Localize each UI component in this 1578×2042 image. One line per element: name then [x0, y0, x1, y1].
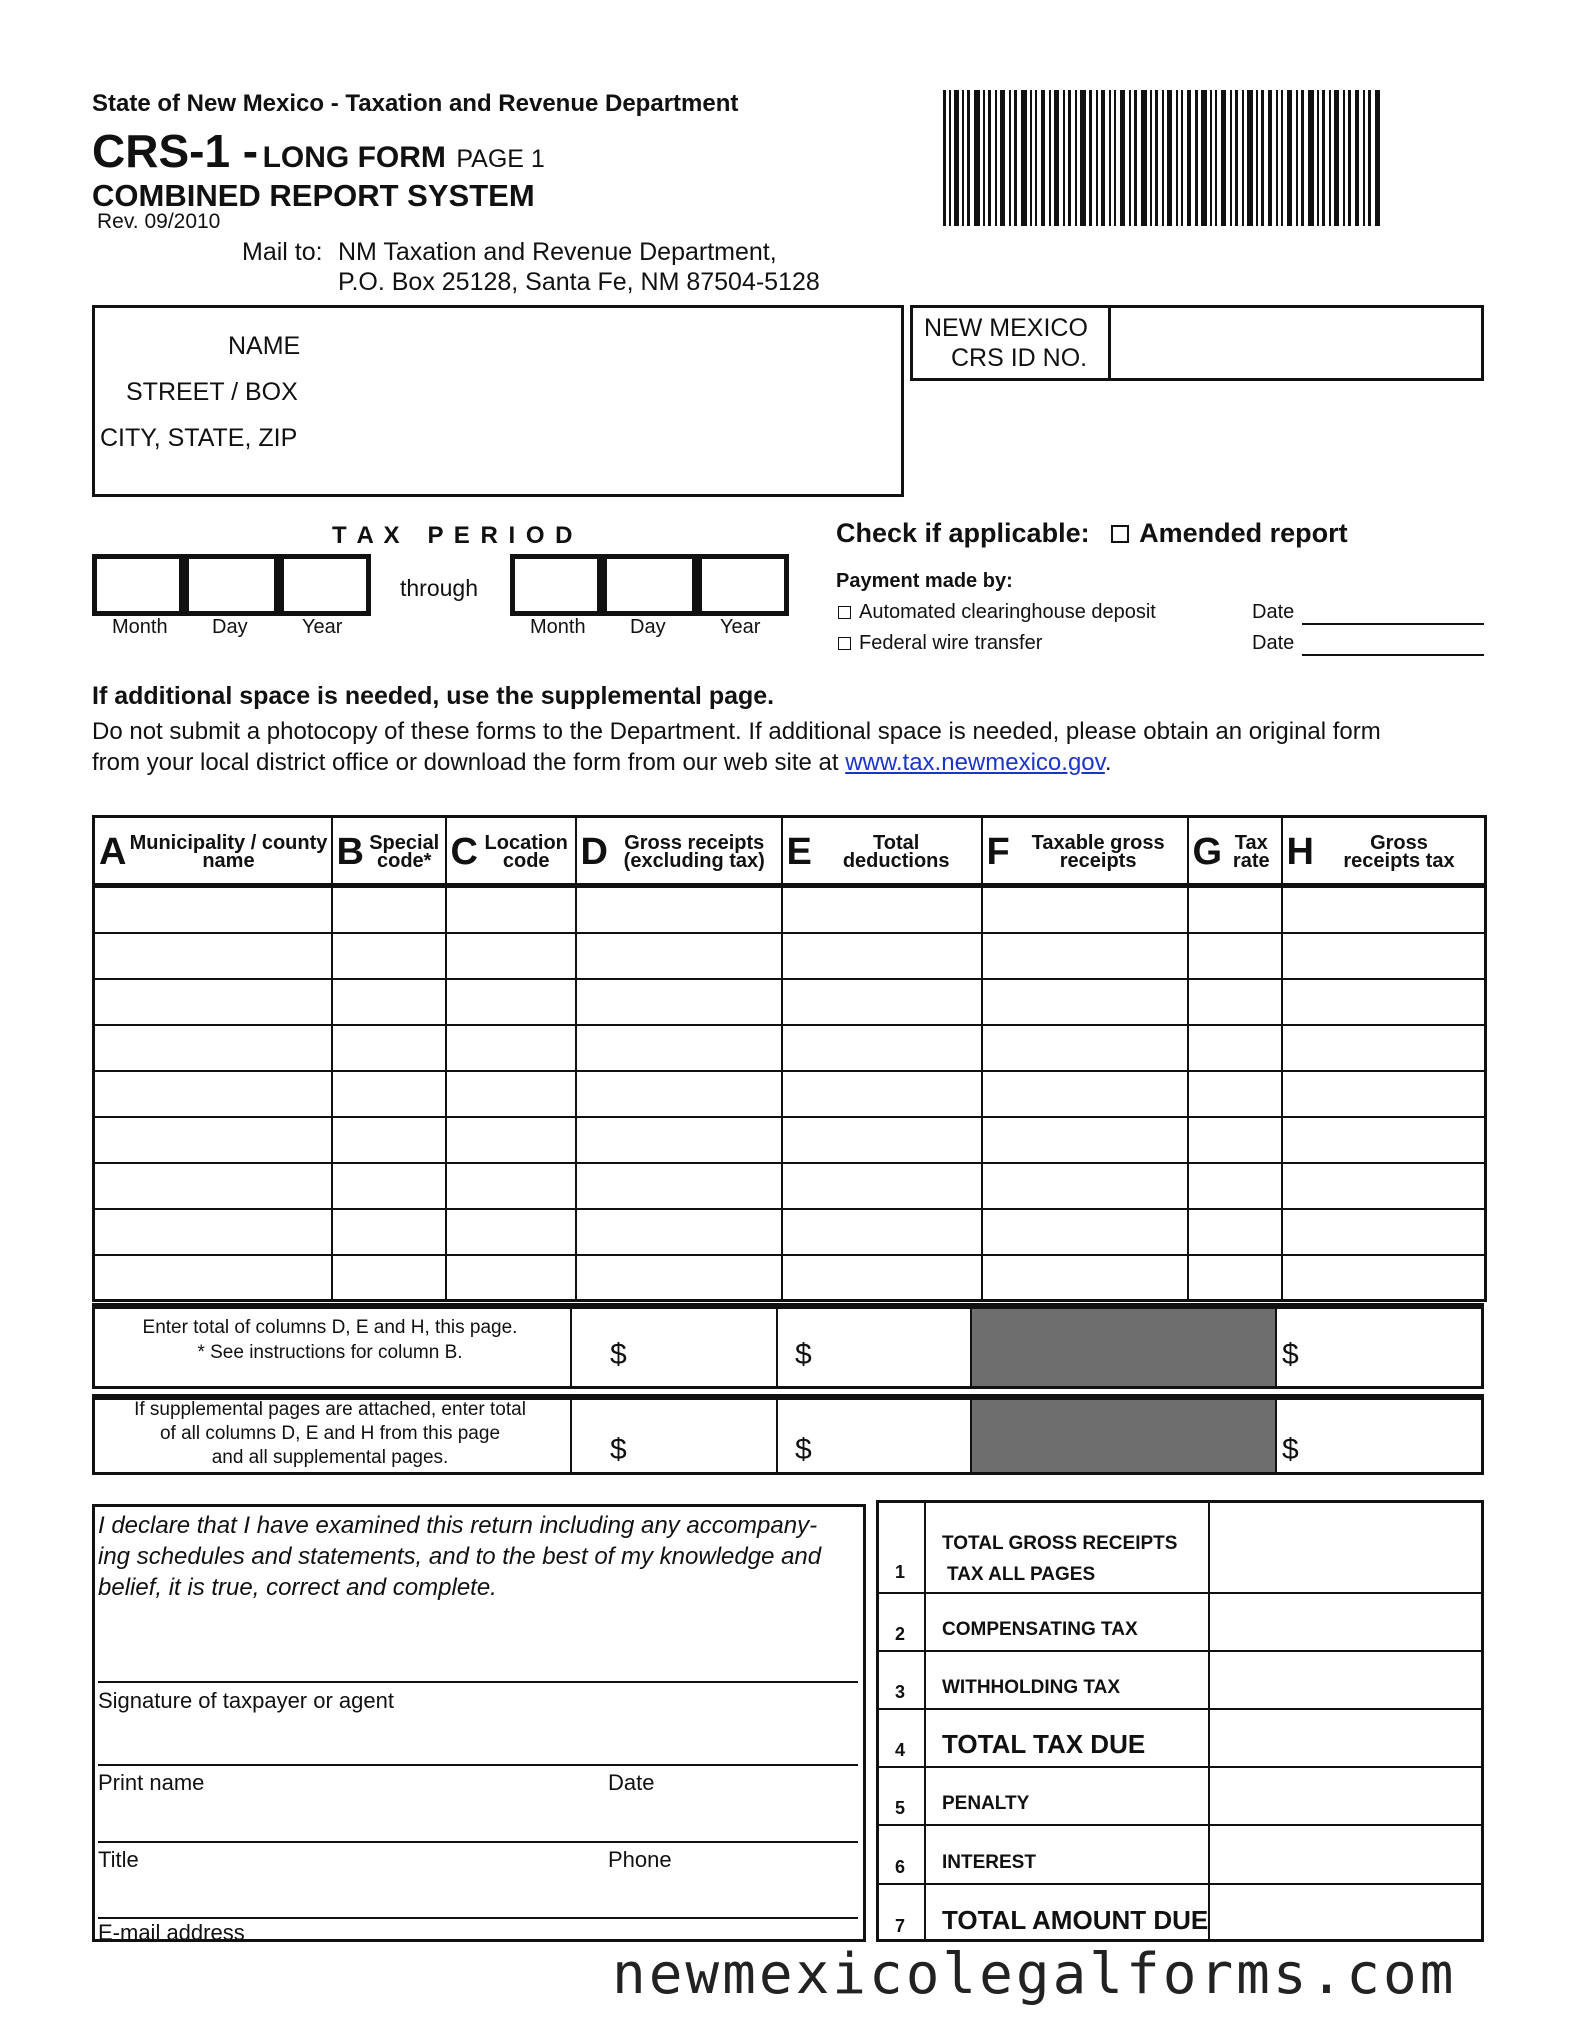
start-month-label: Month — [112, 616, 168, 638]
crs-id-input[interactable] — [1114, 310, 1478, 376]
signature-label: Signature of taxpayer or agent — [98, 1688, 394, 1713]
end-month-label: Month — [530, 616, 586, 638]
summary-row-rule — [876, 1592, 1484, 1594]
table-cell[interactable] — [332, 887, 446, 933]
ach-checkbox[interactable] — [838, 606, 851, 619]
tax-period-title: T A X P E R I O D — [332, 522, 575, 549]
declaration-line-1: I declare that I have examined this return including any accompany- — [98, 1512, 818, 1539]
table-cell[interactable] — [576, 1209, 782, 1255]
col-e-letter: E — [786, 830, 812, 873]
period-end-year[interactable] — [697, 554, 789, 616]
table-cell[interactable] — [782, 1071, 982, 1117]
col-e-header — [782, 817, 982, 887]
table-cell[interactable] — [1282, 1025, 1486, 1071]
table-cell[interactable] — [1282, 979, 1486, 1025]
table-cell[interactable] — [446, 1071, 576, 1117]
withholding-tax-value[interactable] — [1212, 1654, 1480, 1704]
period-start-month[interactable] — [92, 554, 184, 616]
table-cell[interactable] — [1282, 1071, 1486, 1117]
col-e-label-1: Total — [873, 831, 920, 854]
phone-label: Phone — [608, 1847, 672, 1872]
summary-line-number: 4 — [894, 1740, 905, 1760]
column-header-row — [94, 817, 1486, 887]
photocopy-note-2 — [92, 749, 1112, 777]
summary-line-number: 2 — [894, 1624, 905, 1644]
ach-date-line[interactable] — [1302, 623, 1484, 625]
table-cell[interactable] — [94, 933, 332, 979]
col-h-header — [1282, 817, 1486, 887]
table-cell[interactable] — [982, 1117, 1188, 1163]
total-amount-due-value[interactable] — [1212, 1887, 1480, 1938]
table-cell[interactable] — [94, 1209, 332, 1255]
mail-to-line2: P.O. Box 25128, Santa Fe, NM 87504-5128 — [338, 268, 820, 296]
page-total-shaded-cell — [972, 1309, 1275, 1386]
table-cell[interactable] — [1282, 1255, 1486, 1301]
summary-line-number: 1 — [894, 1562, 905, 1582]
title-line[interactable] — [98, 1841, 858, 1843]
col-h-label-2: receipts tax — [1343, 849, 1455, 872]
page-total-div-1 — [570, 1303, 572, 1389]
table-cell[interactable] — [332, 1025, 446, 1071]
col-a-letter: A — [99, 830, 127, 873]
table-cell[interactable] — [94, 1255, 332, 1301]
compensating-tax-label: COMPENSATING TAX — [942, 1619, 1138, 1640]
table-cell[interactable] — [1188, 1255, 1282, 1301]
col-g-header — [1188, 817, 1282, 887]
table-cell[interactable] — [782, 979, 982, 1025]
supp-total-d-dollar[interactable]: $ — [610, 1433, 627, 1466]
photocopy-note-text: from your local district office or download the form from our web site at — [92, 749, 846, 776]
crs-id-divider — [1108, 305, 1111, 381]
table-cell[interactable] — [576, 1117, 782, 1163]
table-cell[interactable] — [446, 887, 576, 933]
revision-date: Rev. 09/2010 — [97, 210, 221, 233]
col-d-label-2: (excluding tax) — [623, 849, 765, 872]
amended-report-label: Amended report — [1139, 518, 1348, 548]
table-cell[interactable] — [782, 1209, 982, 1255]
col-c-label-2: code — [502, 849, 550, 872]
ach-option[interactable] — [838, 601, 1156, 624]
table-cell[interactable] — [332, 1255, 446, 1301]
table-cell[interactable] — [982, 1209, 1188, 1255]
table-row — [94, 933, 1486, 979]
supp-total-div-1 — [570, 1394, 572, 1475]
table-row — [94, 1071, 1486, 1117]
city-state-zip-label: CITY, STATE, ZIP — [100, 424, 298, 452]
supp-total-h-dollar[interactable]: $ — [1282, 1433, 1299, 1466]
table-cell[interactable] — [446, 933, 576, 979]
summary-num-divider — [924, 1500, 926, 1942]
supp-total-div-4 — [1275, 1394, 1277, 1475]
header-thick-rule — [92, 883, 1484, 888]
title-label: Title — [98, 1847, 139, 1872]
col-h-letter: H — [1286, 830, 1314, 873]
table-cell[interactable] — [782, 887, 982, 933]
col-d-label-1: Gross receipts — [624, 831, 765, 854]
agency-name: State of New Mexico - Taxation and Revenue Department — [92, 90, 739, 117]
col-d-letter: D — [580, 830, 608, 873]
table-cell[interactable] — [94, 887, 332, 933]
page-total-text-1: Enter total of columns D, E and H, this page. — [142, 1317, 518, 1338]
form-code: CRS-1 - — [92, 125, 259, 177]
table-cell[interactable] — [982, 933, 1188, 979]
col-c-letter: C — [450, 830, 478, 873]
print-name-label: Print name — [98, 1770, 205, 1795]
wire-label: Federal wire transfer — [859, 632, 1043, 654]
total-tax-due-value[interactable] — [1212, 1712, 1480, 1762]
form-heading — [92, 124, 545, 178]
amended-report-option[interactable] — [1111, 518, 1348, 548]
table-cell[interactable] — [1282, 1117, 1486, 1163]
name-label: NAME — [228, 332, 301, 360]
table-cell[interactable] — [332, 1117, 446, 1163]
table-cell[interactable] — [576, 933, 782, 979]
summary-row-rule — [876, 1708, 1484, 1710]
print-name-line[interactable] — [98, 1764, 858, 1766]
period-start-year[interactable] — [279, 554, 371, 616]
wire-option[interactable] — [838, 632, 1042, 655]
supp-total-shaded-cell — [972, 1400, 1275, 1472]
table-cell[interactable] — [782, 1255, 982, 1301]
photocopy-note-1: Do not submit a photocopy of these forms to the Department. If additional space is needed, please obtain an original form — [92, 718, 1381, 745]
table-cell[interactable] — [782, 933, 982, 979]
interest-value[interactable] — [1212, 1828, 1480, 1879]
supp-total-text-2: of all columns D, E and H from this page — [159, 1423, 501, 1444]
wire-checkbox[interactable] — [838, 637, 851, 650]
table-cell[interactable] — [1188, 1117, 1282, 1163]
table-cell[interactable] — [94, 1163, 332, 1209]
table-cell[interactable] — [1188, 1163, 1282, 1209]
page-total-e-dollar[interactable]: $ — [795, 1338, 812, 1371]
table-cell[interactable] — [1188, 979, 1282, 1025]
table-cell[interactable] — [1188, 933, 1282, 979]
table-cell[interactable] — [94, 1025, 332, 1071]
total-amount-due-label: TOTAL AMOUNT DUE — [942, 1905, 1209, 1935]
withholding-tax-label: WITHHOLDING TAX — [942, 1677, 1121, 1698]
mail-to-label: Mail to: — [242, 238, 323, 266]
supplemental-total-label — [100, 1398, 560, 1470]
photocopy-note-period: . — [1104, 749, 1112, 776]
check-if-applicable — [836, 518, 1348, 549]
through-label: through — [400, 575, 479, 601]
wire-date-label: Date — [1252, 632, 1295, 654]
entry-rows — [94, 887, 1486, 1301]
table-row — [94, 1117, 1486, 1163]
end-day-label: Day — [630, 616, 666, 638]
barcode — [943, 90, 1383, 226]
col-g-letter: G — [1192, 830, 1223, 873]
table-row — [94, 1163, 1486, 1209]
amended-report-checkbox[interactable] — [1111, 525, 1129, 543]
compensating-tax-value[interactable] — [1212, 1596, 1480, 1646]
interest-label: INTEREST — [942, 1852, 1036, 1873]
supp-total-e-dollar[interactable]: $ — [795, 1433, 812, 1466]
supp-total-text-1: If supplemental pages are attached, enter total — [134, 1399, 526, 1420]
wire-date-line[interactable] — [1302, 654, 1484, 656]
table-cell[interactable] — [446, 1209, 576, 1255]
table-row — [94, 1209, 1486, 1255]
col-c-header — [446, 817, 576, 887]
check-applicable-label: Check if applicable: — [836, 518, 1090, 548]
end-year-label: Year — [720, 616, 761, 638]
table-cell[interactable] — [446, 1117, 576, 1163]
signature-line[interactable] — [98, 1681, 858, 1683]
table-cell[interactable] — [1282, 887, 1486, 933]
page-total-div-2 — [776, 1303, 778, 1389]
email-label: E-mail address — [98, 1920, 245, 1945]
table-cell[interactable] — [94, 1117, 332, 1163]
table-cell[interactable] — [1188, 1025, 1282, 1071]
table-cell[interactable] — [982, 1163, 1188, 1209]
table-cell[interactable] — [446, 1163, 576, 1209]
declaration-text — [98, 1510, 868, 1603]
table-cell[interactable] — [332, 933, 446, 979]
penalty-label: PENALTY — [942, 1793, 1030, 1814]
table-cell[interactable] — [332, 1071, 446, 1117]
page-total-div-4 — [1275, 1303, 1277, 1389]
table-cell[interactable] — [94, 979, 332, 1025]
summary-label-line-1: TOTAL GROSS RECEIPTS — [942, 1533, 1178, 1554]
table-cell[interactable] — [446, 1025, 576, 1071]
total-gross-receipts-value[interactable] — [1212, 1504, 1480, 1588]
summary-line-number: 3 — [894, 1682, 905, 1702]
ach-date-label: Date — [1252, 601, 1295, 623]
start-year-label: Year — [302, 616, 343, 638]
period-start-day[interactable] — [184, 554, 279, 616]
table-cell[interactable] — [1282, 933, 1486, 979]
page-total-text-2: * See instructions for column B. — [197, 1342, 463, 1363]
table-cell[interactable] — [982, 979, 1188, 1025]
col-g-label-1: Tax — [1234, 831, 1268, 854]
table-cell[interactable] — [782, 1025, 982, 1071]
declaration-line-3: belief, it is true, correct and complete. — [98, 1574, 497, 1601]
col-b-label-1: Special — [369, 831, 440, 854]
website-link[interactable]: www.tax.newmexico.gov — [845, 749, 1105, 776]
receipts-table — [92, 815, 1487, 1302]
table-cell[interactable] — [576, 887, 782, 933]
col-a-header — [94, 817, 332, 887]
table-cell[interactable] — [576, 1255, 782, 1301]
col-f-header — [982, 817, 1188, 887]
table-cell[interactable] — [94, 1071, 332, 1117]
summary-label-line-2: TAX ALL PAGES — [947, 1564, 1096, 1585]
col-a-label-2: name — [202, 849, 255, 872]
table-cell[interactable] — [576, 1071, 782, 1117]
page-total-h-dollar[interactable]: $ — [1282, 1338, 1299, 1371]
declaration-line-2: ing schedules and statements, and to the best of my knowledge and — [98, 1543, 822, 1570]
table-row — [94, 979, 1486, 1025]
summary-row-rule — [876, 1883, 1484, 1885]
col-f-label-2: receipts — [1059, 849, 1137, 872]
summary-value-divider — [1208, 1500, 1210, 1942]
mail-to-line1: NM Taxation and Revenue Department, — [338, 238, 777, 266]
page-total-label — [100, 1315, 560, 1365]
col-f-letter: F — [986, 830, 1010, 873]
table-cell[interactable] — [332, 979, 446, 1025]
summary-line-number: 5 — [894, 1798, 905, 1818]
street-label: STREET / BOX — [126, 378, 298, 406]
table-cell[interactable] — [446, 1255, 576, 1301]
summary-row-rule — [876, 1766, 1484, 1768]
table-cell[interactable] — [576, 979, 782, 1025]
col-g-label-2: rate — [1232, 849, 1270, 872]
table-cell[interactable] — [782, 1117, 982, 1163]
supplemental-note: If additional space is needed, use the supplemental page. — [92, 682, 775, 710]
email-line[interactable] — [98, 1917, 858, 1919]
col-b-label-2: code* — [376, 849, 432, 872]
table-row — [94, 1025, 1486, 1071]
table-cell[interactable] — [982, 887, 1188, 933]
table-cell[interactable] — [1188, 1209, 1282, 1255]
form-type: LONG FORM — [262, 141, 446, 174]
table-cell[interactable] — [332, 1209, 446, 1255]
table-cell[interactable] — [332, 1163, 446, 1209]
table-cell[interactable] — [782, 1163, 982, 1209]
summary-row-rule — [876, 1650, 1484, 1652]
table-row — [94, 1255, 1486, 1301]
table-cell[interactable] — [446, 979, 576, 1025]
table-cell[interactable] — [1282, 1163, 1486, 1209]
col-b-letter: B — [336, 830, 364, 873]
col-c-label-1: Location — [484, 831, 568, 854]
summary-line-number: 6 — [894, 1857, 905, 1877]
total-gross-receipts-label — [942, 1528, 1177, 1590]
page-label: PAGE 1 — [456, 145, 545, 173]
payment-made-by: Payment made by: — [836, 570, 1013, 592]
table-cell[interactable] — [1188, 1071, 1282, 1117]
start-day-label: Day — [212, 616, 248, 638]
table-row — [94, 887, 1486, 933]
table-cell[interactable] — [982, 1025, 1188, 1071]
page-total-d-dollar[interactable]: $ — [610, 1338, 627, 1371]
summary-line-number: 7 — [894, 1916, 905, 1936]
total-tax-due-label: TOTAL TAX DUE — [942, 1729, 1146, 1759]
table-cell[interactable] — [576, 1163, 782, 1209]
period-end-day[interactable] — [602, 554, 697, 616]
table-cell[interactable] — [1188, 887, 1282, 933]
col-e-label-2: deductions — [842, 849, 950, 872]
period-end-month[interactable] — [510, 554, 602, 616]
penalty-value[interactable] — [1212, 1770, 1480, 1820]
ach-label: Automated clearinghouse deposit — [859, 601, 1156, 623]
col-a-label-1: Municipality / county — [129, 831, 328, 854]
crs-id-label-1: NEW MEXICO — [924, 314, 1088, 342]
table-cell[interactable] — [982, 1071, 1188, 1117]
date-label: Date — [608, 1770, 655, 1795]
supp-total-text-3: and all supplemental pages. — [211, 1447, 449, 1468]
supp-total-div-2 — [776, 1394, 778, 1475]
crs-id-label-2: CRS ID NO. — [951, 344, 1088, 372]
table-cell[interactable] — [576, 1025, 782, 1071]
col-d-header — [576, 817, 782, 887]
table-cell[interactable] — [982, 1255, 1188, 1301]
table-cell[interactable] — [1282, 1209, 1486, 1255]
watermark: newmexicolegalforms.com — [612, 1942, 1457, 2007]
col-f-label-1: Taxable gross — [1031, 831, 1165, 854]
col-b-header — [332, 817, 446, 887]
col-h-label-1: Gross — [1370, 831, 1428, 854]
form-title: COMBINED REPORT SYSTEM — [92, 178, 535, 213]
summary-row-rule — [876, 1824, 1484, 1826]
